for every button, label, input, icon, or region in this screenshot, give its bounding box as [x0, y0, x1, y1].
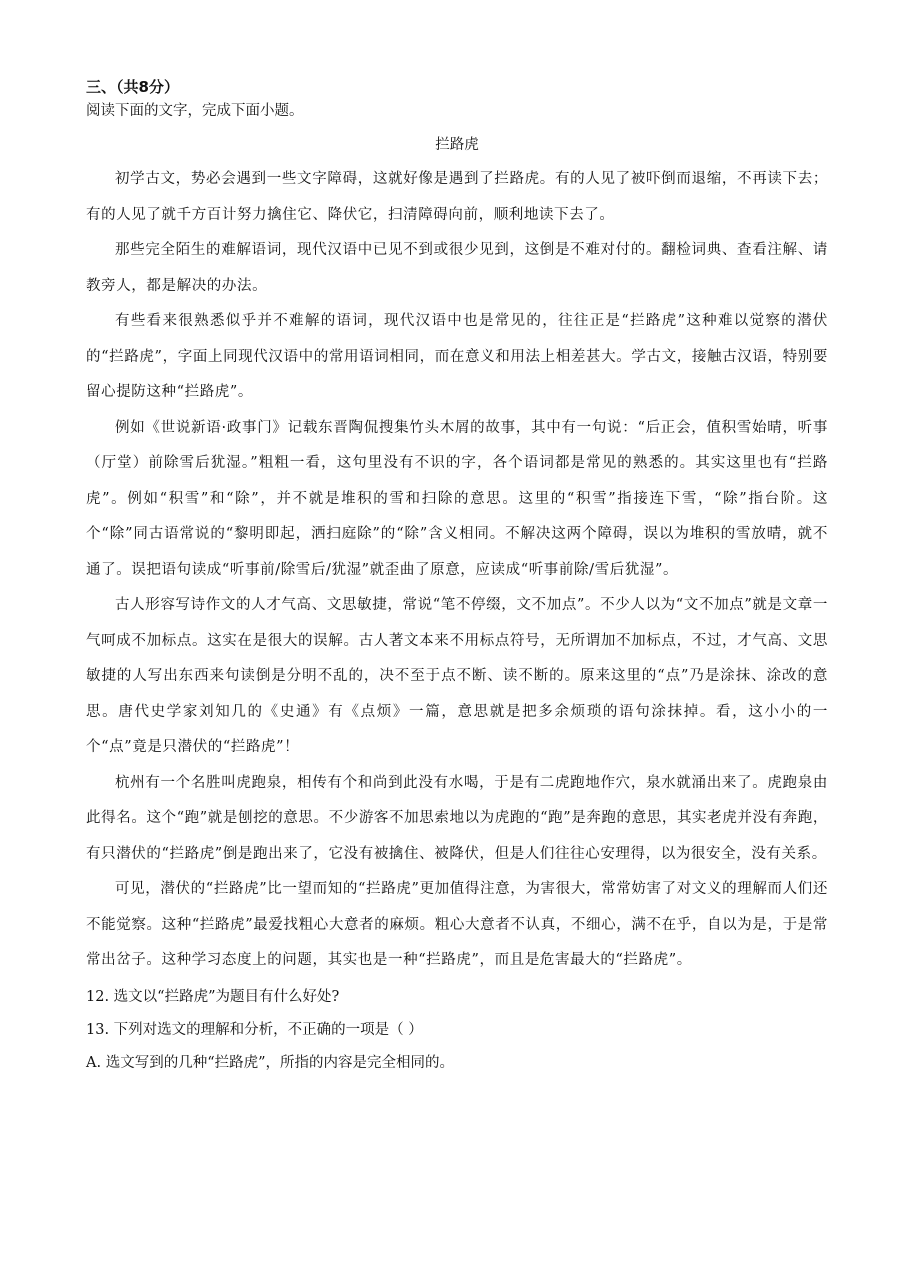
- article-paragraph: 有些看来很熟悉似乎并不难解的语词，现代汉语中也是常见的，往往正是“拦路虎”这种难以觉察的潜伏的“拦路虎”，字面上同现代汉语中的常用语词相同，而在意义和用法上相差甚大。学古文，接触古汉语，特别要留心提防这种“拦路虎”。: [86, 313, 828, 400]
- article-title: 拦路虎: [435, 137, 479, 153]
- article-paragraph: 可见，潜伏的“拦路虎”比一望而知的“拦路虎”更加值得注意，为害很大，常常妨害了对文义的理解而人们还不能觉察。这种“拦路虎”最爱找粗心大意者的麻烦。粗心大意者不认真，不细心，满不在乎，自以为是，于是常常出岔子。这种学习态度上的问题，其实也是一种“拦路虎”，而且是危害最大的“拦路虎”。: [86, 881, 828, 968]
- article-paragraph: 古人形容写诗作文的人才气高、文思敏捷，常说“笔不停缀，文不加点”。不少人以为“文不加点”就是文章一气呵成不加标点。这实在是很大的误解。古人著文本来不用标点符号，无所谓加不加标点，不过，才气高、文思敏捷的人写出东西来句读倒是分明不乱的，决不至于点不断、读不断的。原来这里的“点”乃是涂抹、涂改的意思。唐代史学家刘知几的《史通》有《点烦》一篇，意思就是把多余烦琐的语句涂抹掉。看，这小小的一个“点”竟是只潜伏的“拦路虎”！: [86, 597, 828, 755]
- article-paragraph: 杭州有一个名胜叫虎跑泉，相传有个和尚到此没有水喝，于是有二虎跑地作穴，泉水就涌出来了。虎跑泉由此得名。这个“跑”就是刨挖的意思。不少游客不加思索地以为虎跑的“跑”是奔跑的意思，其实老虎并没有奔跑，有只潜伏的“拦路虎”倒是跑出来了，它没有被擒住、被降伏，但是人们往往心安理得，以为很安全，没有关系。: [86, 774, 828, 862]
- section-heading: 三、（共8分）: [86, 78, 179, 96]
- article-paragraph: 例如《世说新语·政事门》记载东晋陶侃搜集竹头木屑的故事，其中有一句说：“后正会，值积雪始晴，听事（厅堂）前除雪后犹湿。”粗粗一看，这句里没有不识的字，各个语词都是常见的熟悉的。其实这里也有“拦路虎”。例如“积雪”和“除”，并不就是堆积的雪和扫除的意思。这里的“积雪”指接连下雪，“除”指台阶。这个“除”同古语常说的“黎明即起，洒扫庭除”的“除”含义相同。不解决这两个障碍，误以为堆积的雪放晴，就不通了。误把语句读成“听事前/除雪后/犹湿”就歪曲了原意，应读成“听事前除/雪后犹湿”。: [86, 419, 828, 578]
- question-12: 12. 选文以“拦路虎”为题目有什么好处?: [86, 988, 340, 1005]
- article-paragraph: 初学古文，势必会遇到一些文字障碍，这就好像是遇到了拦路虎。有的人见了被吓倒而退缩，不再读下去；有的人见了就千方百计努力擒住它、降伏它，扫清障碍向前，顺利地读下去了。: [86, 171, 828, 223]
- document-page: [86, 76, 828, 1080]
- reading-instruction: 阅读下面的文字，完成下面小题。: [86, 103, 304, 119]
- option-a: A. 选文写到的几种“拦路虎”，所指的内容是完全相同的。: [86, 1054, 455, 1071]
- article-paragraph: 那些完全陌生的难解语词，现代汉语中已见不到或很少见到，这倒是不难对付的。翻检词典、查看注解、请教旁人，都是解决的办法。: [86, 242, 828, 294]
- article-body: [86, 162, 828, 979]
- question-list: [86, 981, 828, 1080]
- question-13: 13. 下列对选文的理解和分析，不正确的一项是（ ）: [86, 1021, 423, 1038]
